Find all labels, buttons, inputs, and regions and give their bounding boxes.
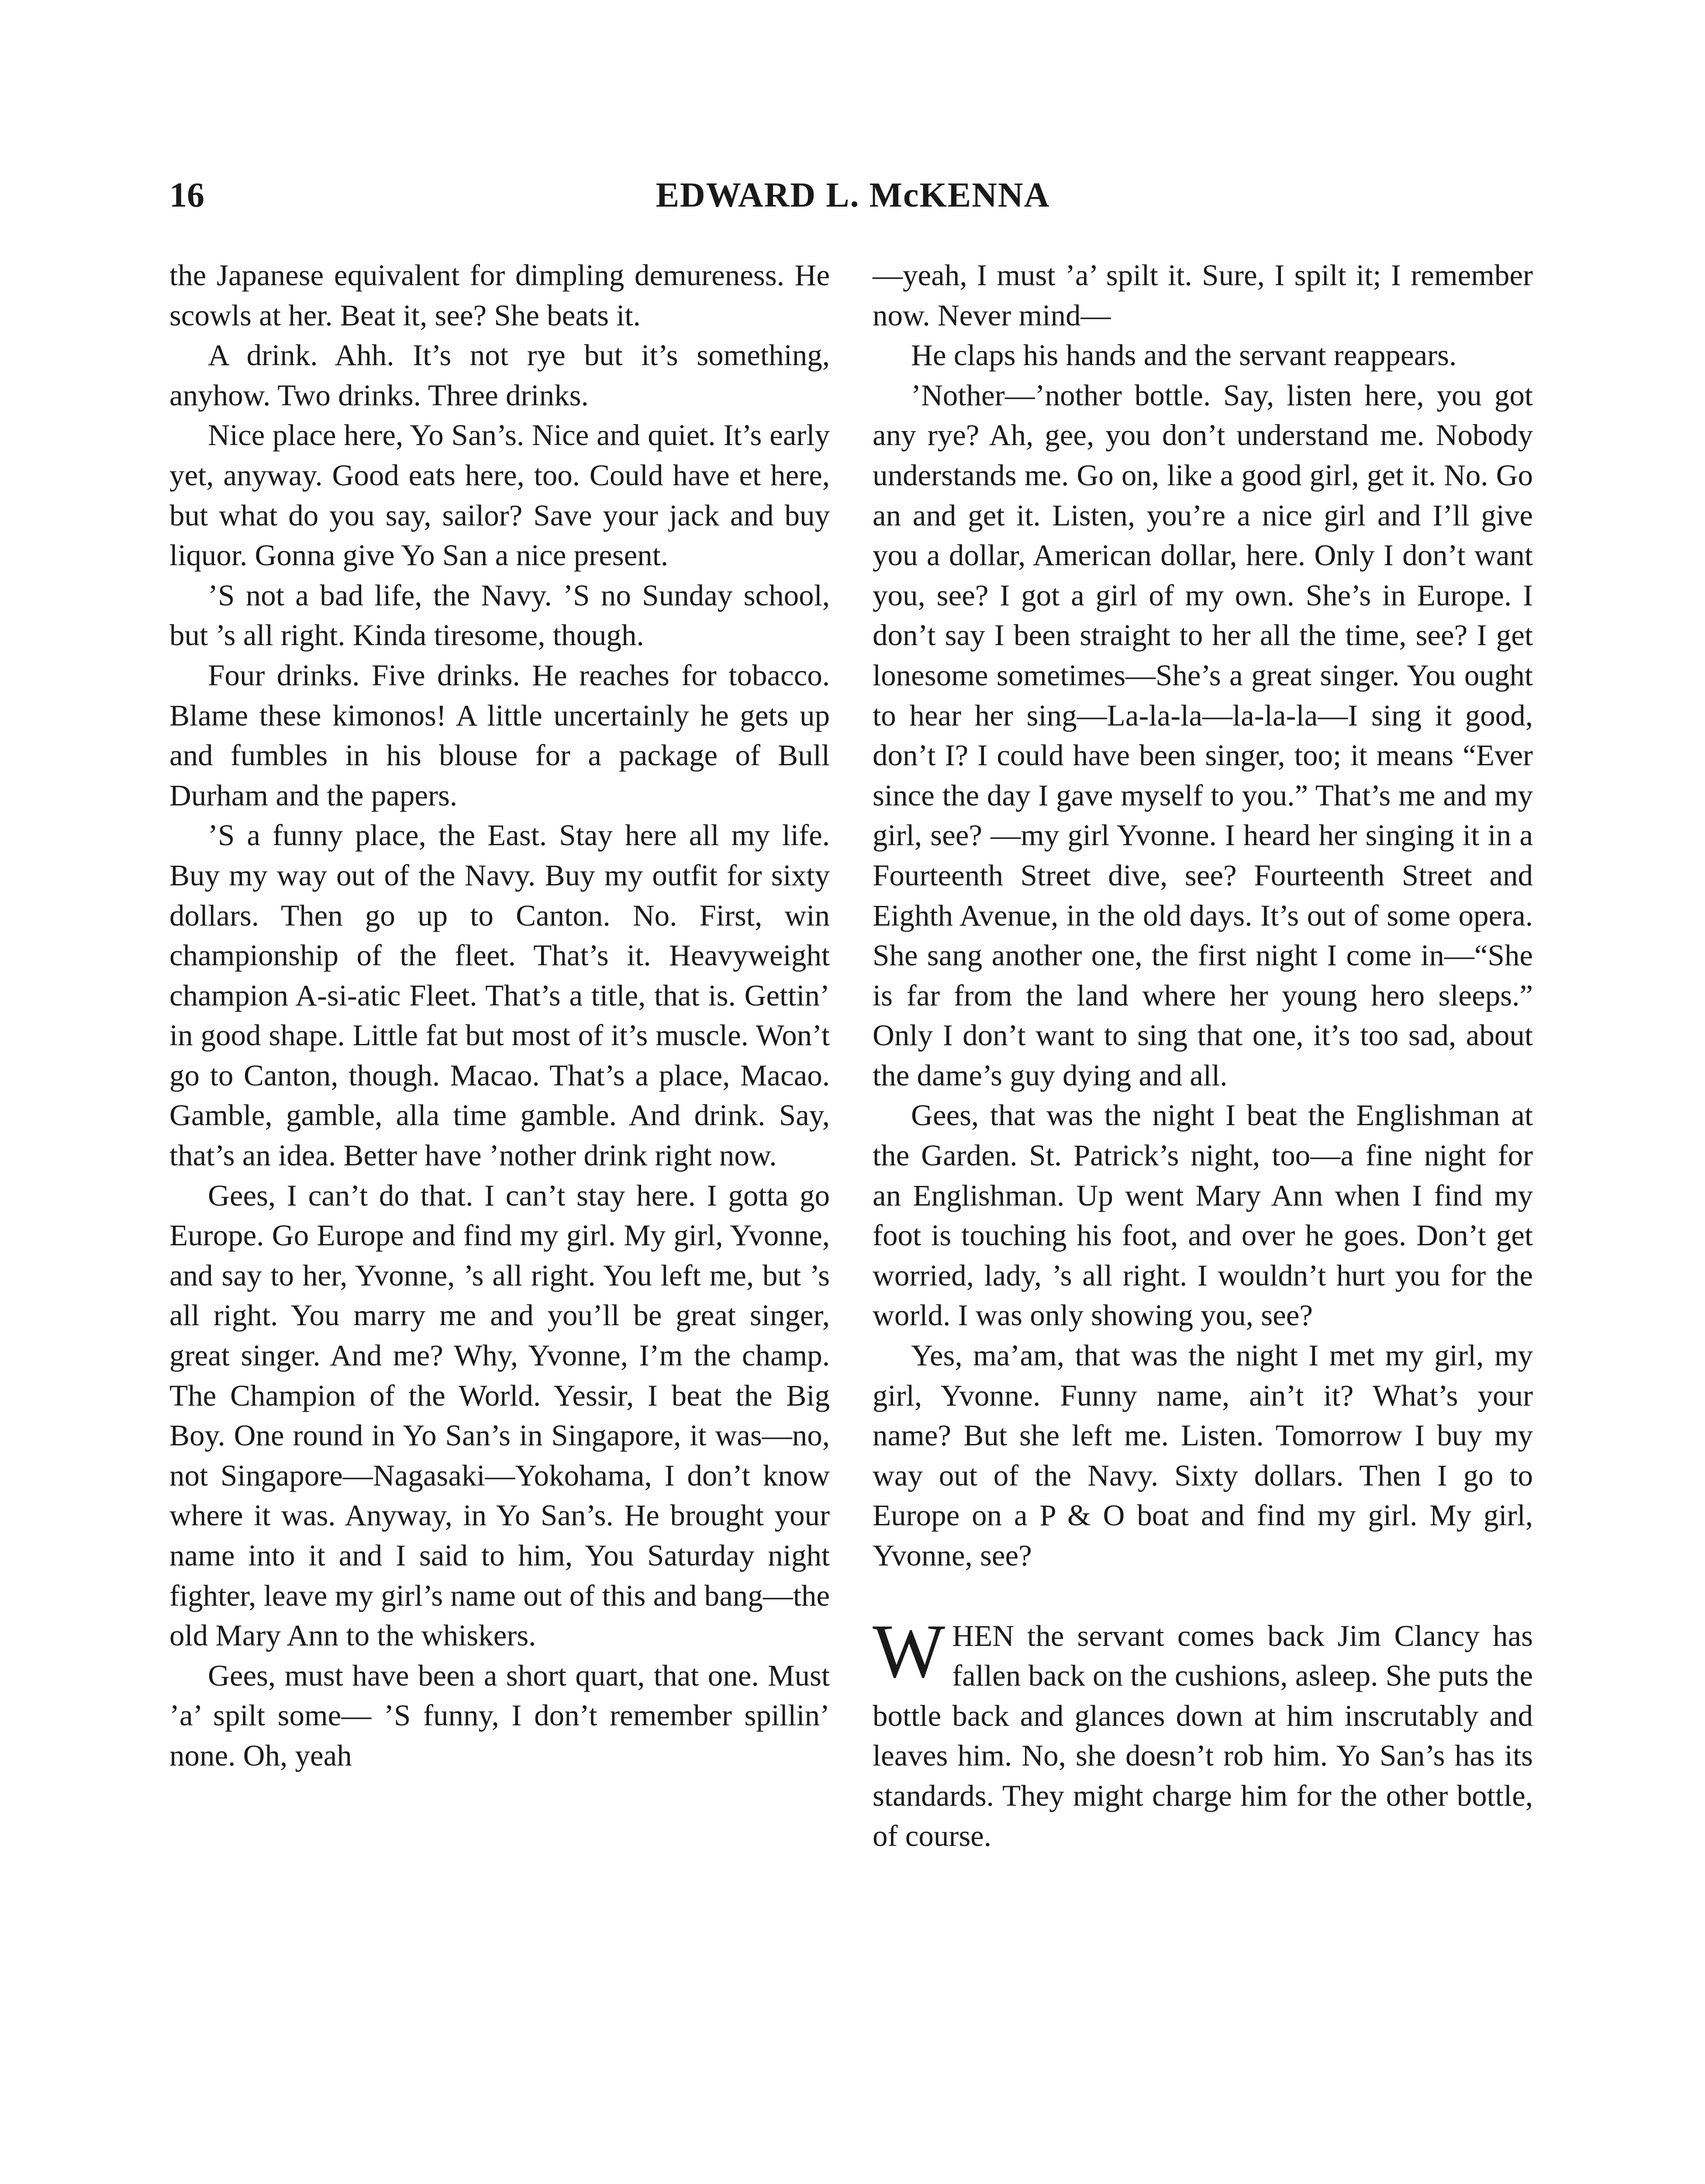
paragraph: Four drinks. Five drinks. He reaches for tobacco. Blame these kimonos! A little uncertainly he gets up and fumbles in his blouse for a package of Bull Durham and the papers.	[169, 658, 830, 812]
paragraph: Gees, I can’t do that. I can’t stay here. I gotta go Europe. Go Europe and find my girl. My girl, Yvonne, and say to her, Yvonne, ’s all right. You left me, but ’s all right. You marry me and you’ll be great singer, great singer. And me? Why, Yvonne, I’m the champ. The Champion of the World. Yessir, I beat the Big Boy. One round in Yo San’s in Singapore, it was—no, not Singapore—Nagasaki—Yokohama, I don’t know where it was. Anyway, in Yo San’s. He brought your name into it and I said to him, You Saturday night fighter, leave my girl’s name out of this and bang—the old Mary Ann to the whiskers.	[169, 1178, 830, 1652]
paragraph: ’S not a bad life, the Navy. ’S no Sunday school, but ’s all right. Kinda tiresome, though.	[169, 578, 830, 652]
paragraph: ’Nother—’nother bottle. Say, listen here, you got any rye? Ah, gee, you don’t understand me. Nobody understands me. Go on, like a good girl, get it. No. Go an and get it. Listen, you’re a nice girl and I’ll give you a dollar, American dollar, here. Only I don’t want you, see? I got a girl of my own. She’s in Europe. I don’t say I been straight to her all the time, see? I get lonesome sometimes—She’s a great singer. You ought to hear her sing—La-la-la—la-la-la—I sing it good, don’t I? I could have been singer, too; it means “Ever since the day I gave myself to you.” That’s me and my girl, see? —my girl Yvonne. I heard her singing it in a Fourteenth Street dive, see? Fourteenth Street and Eighth Avenue, in the old days. It’s out of some opera. She sang another one, the first night I come in—“She is far from the land where her young hero sleeps.” Only I don’t want to sing that one, it’s too sad, about the dame’s guy dying and all.	[873, 378, 1533, 1092]
paragraph: Gees, must have been a short quart, that one. Must ’a’ spilt some— ’S funny, I don’t remember spillin’ none. Oh, yeah	[169, 1659, 830, 1772]
running-head-author: EDWARD L. McKENNA	[656, 176, 1050, 214]
paragraph: Yes, ma’am, that was the night I met my girl, my girl, Yvonne. Funny name, ain’t it? What’s your name? But she left me. Listen. Tomorrow I buy my way out of the Navy. Sixty dollars. Then I go to Europe on a P & O boat and find my girl. My girl, Yvonne, see?	[873, 1339, 1533, 1572]
paragraph: He claps his hands and the servant reappears.	[911, 339, 1457, 372]
paragraph: A drink. Ahh. It’s not rye but it’s something, anyhow. Two drinks. Three drinks.	[169, 339, 830, 412]
paragraph: Nice place here, Yo San’s. Nice and quiet. It’s early yet, anyway. Good eats here, too. Could have et here, but what do you say, sailor? Save your jack and buy liquor. Gonna give Yo San a nice present.	[169, 418, 830, 572]
drop-cap: W	[873, 1608, 946, 1694]
paragraph: Gees, that was the night I beat the Englishman at the Garden. St. Patrick’s night, too—a fine night for an Englishman. Up went Mary Ann when I find my foot is touching his foot, and over he goes. Don’t get worried, lady, ’s all right. I wouldn’t hurt you for the world. I was only showing you, see?	[873, 1099, 1533, 1332]
right-text-column	[873, 256, 1533, 1856]
paragraph: the Japanese equivalent for dimpling demureness. He scowls at her. Beat it, see? She beats it.	[169, 259, 830, 332]
section-break	[873, 1576, 1533, 1616]
final-section-text: HEN the servant comes back Jim Clancy has fallen back on the cushions, asleep. She puts the bottle back and glances down at him inscrutably and leaves him. No, she doesn’t rob him. Yo San’s has its standards. They might charge him for the other bottle, of course.	[873, 1619, 1533, 1852]
left-text-column	[169, 256, 830, 1776]
page-header	[169, 171, 1536, 219]
final-section-paragraph	[873, 1608, 1533, 1856]
paragraph: —yeah, I must ’a’ spilt it. Sure, I spilt it; I remember now. Never mind—	[873, 259, 1533, 332]
page-number: 16	[169, 176, 204, 214]
paragraph: ’S a funny place, the East. Stay here all my life. Buy my way out of the Navy. Buy my outfit for sixty dollars. Then go up to Canton. No. First, win championship of the fleet. That’s it. Heavyweight champion A-si-atic Fleet. That’s a title, that is. Gettin’ in good shape. Little fat but most of it’s muscle. Won’t go to Canton, though. Macao. That’s a place, Macao. Gamble, gamble, alla time gamble. And drink. Say, that’s an idea. Better have ’nother drink right now.	[169, 819, 830, 1172]
